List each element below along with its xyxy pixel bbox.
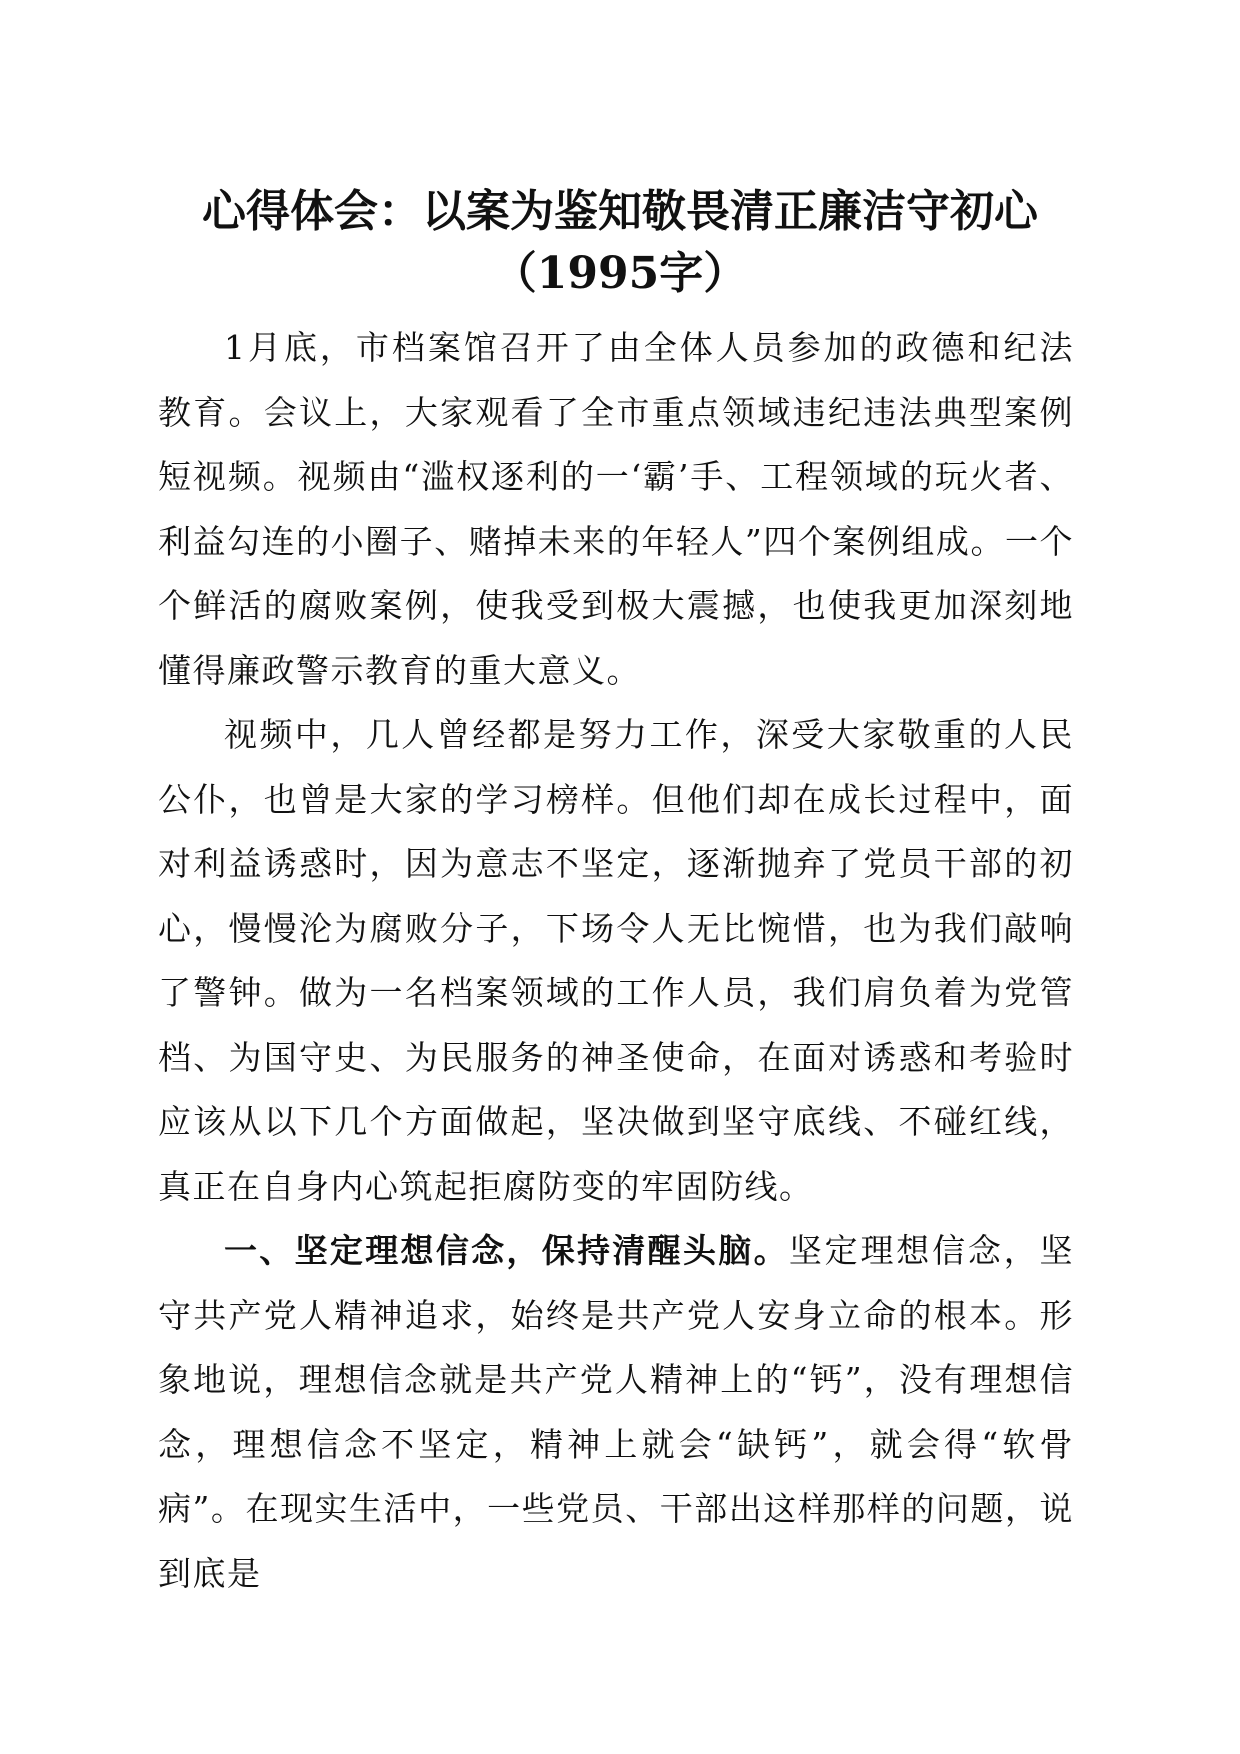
section-1-text: 坚定理想信念，坚守共产党人精神追求，始终是共产党人安身立命的根本。形象地说，理想信念就是共产党人精神上的“钙”，没有理想信念，理想信念不坚定，精神上就会“缺钙”，就会得“软骨病”。在现实生活中，一些党员、干部出这样那样的问题，说到底是 — [158, 1231, 1075, 1593]
document-body — [158, 316, 1074, 1606]
paragraph-section-1 — [158, 1219, 1074, 1606]
paragraph-intro: 1月底，市档案馆召开了由全体人员参加的政德和纪法教育。会议上，大家观看了全市重点领域违纪违法典型案例短视频。视频由“滥权逐利的一‘霸’手、工程领域的玩火者、利益勾连的小圈子、赌掉未来的年轻人”四个案例组成。一个个鲜活的腐败案例，使我受到极大震撼，也使我更加深刻地懂得廉政警示教育的重大意义。 — [158, 328, 1074, 690]
section-1-heading: 一、坚定理想信念，保持清醒头脑。 — [224, 1231, 789, 1270]
document-title: 心得体会：以案为鉴知敬畏清正廉洁守初心 — [202, 186, 1038, 237]
document-word-count: （1995字） — [492, 248, 748, 299]
paragraph-reflection: 视频中，几人曾经都是努力工作，深受大家敬重的人民公仆，也曾是大家的学习榜样。但他们却在成长过程中，面对利益诱惑时，因为意志不坚定，逐渐抛弃了党员干部的初心，慢慢沦为腐败分子，下场令人无比惋惜，也为我们敲响了警钟。做为一名档案领域的工作人员，我们肩负着为党管档、为国守史、为民服务的神圣使命，在面对诱惑和考验时应该从以下几个方面做起，坚决做到坚守底线、不碰红线，真正在自身内心筑起拒腐防变的牢固防线。 — [158, 715, 1074, 1206]
